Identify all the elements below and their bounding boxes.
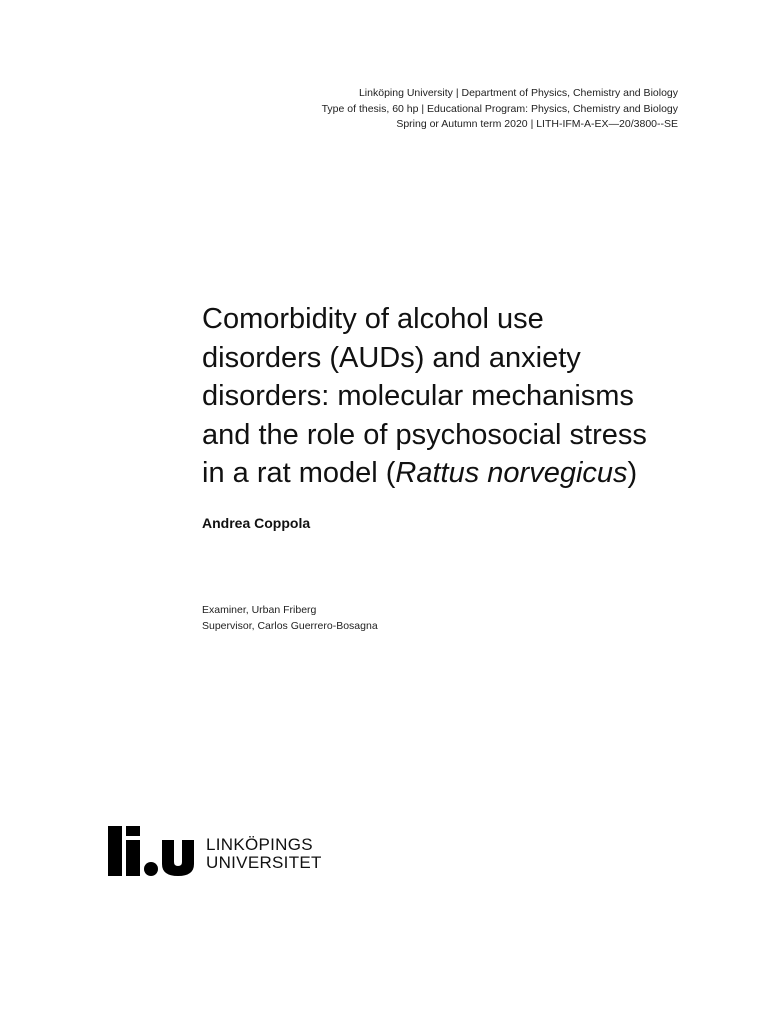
title-line-2: disorders (AUDs) and anxiety xyxy=(202,341,581,374)
logo-wordmark xyxy=(206,836,322,872)
title-line-5-prefix: in a rat model ( xyxy=(202,457,396,489)
header-university-department: Linköping University | Department of Physics, Chemistry and Biology xyxy=(358,87,678,99)
author-name: Andrea Coppola xyxy=(202,515,311,531)
liu-logo-icon xyxy=(108,824,200,878)
title-line-3: disorders: molecular mechanisms xyxy=(202,380,634,412)
header-term-code: Spring or Autumn term 2020 | LITH-IFM-A-EX—20/3800--SE xyxy=(396,118,678,130)
university-logo xyxy=(108,824,338,878)
title-line-5-suffix: ) xyxy=(627,457,638,489)
title-line-4: and the role of psychosocial stress xyxy=(202,418,647,451)
examiner: Examiner, Urban Friberg xyxy=(202,604,317,616)
header-thesis-type: Type of thesis, 60 hp | Educational Program: Physics, Chemistry and Biology xyxy=(321,102,678,115)
species-name: Rattus norvegicus xyxy=(395,457,628,489)
thesis-header xyxy=(322,86,678,133)
supervision-block xyxy=(202,603,378,634)
supervisor: Supervisor, Carlos Guerrero-Bosagna xyxy=(202,619,378,632)
title-line-5 xyxy=(202,454,702,493)
logo-line-1: LINKÖPINGS xyxy=(206,835,313,854)
thesis-title xyxy=(202,300,702,493)
title-line-1: Comorbidity of alcohol use xyxy=(202,303,544,335)
logo-line-2: UNIVERSITET xyxy=(206,853,322,872)
